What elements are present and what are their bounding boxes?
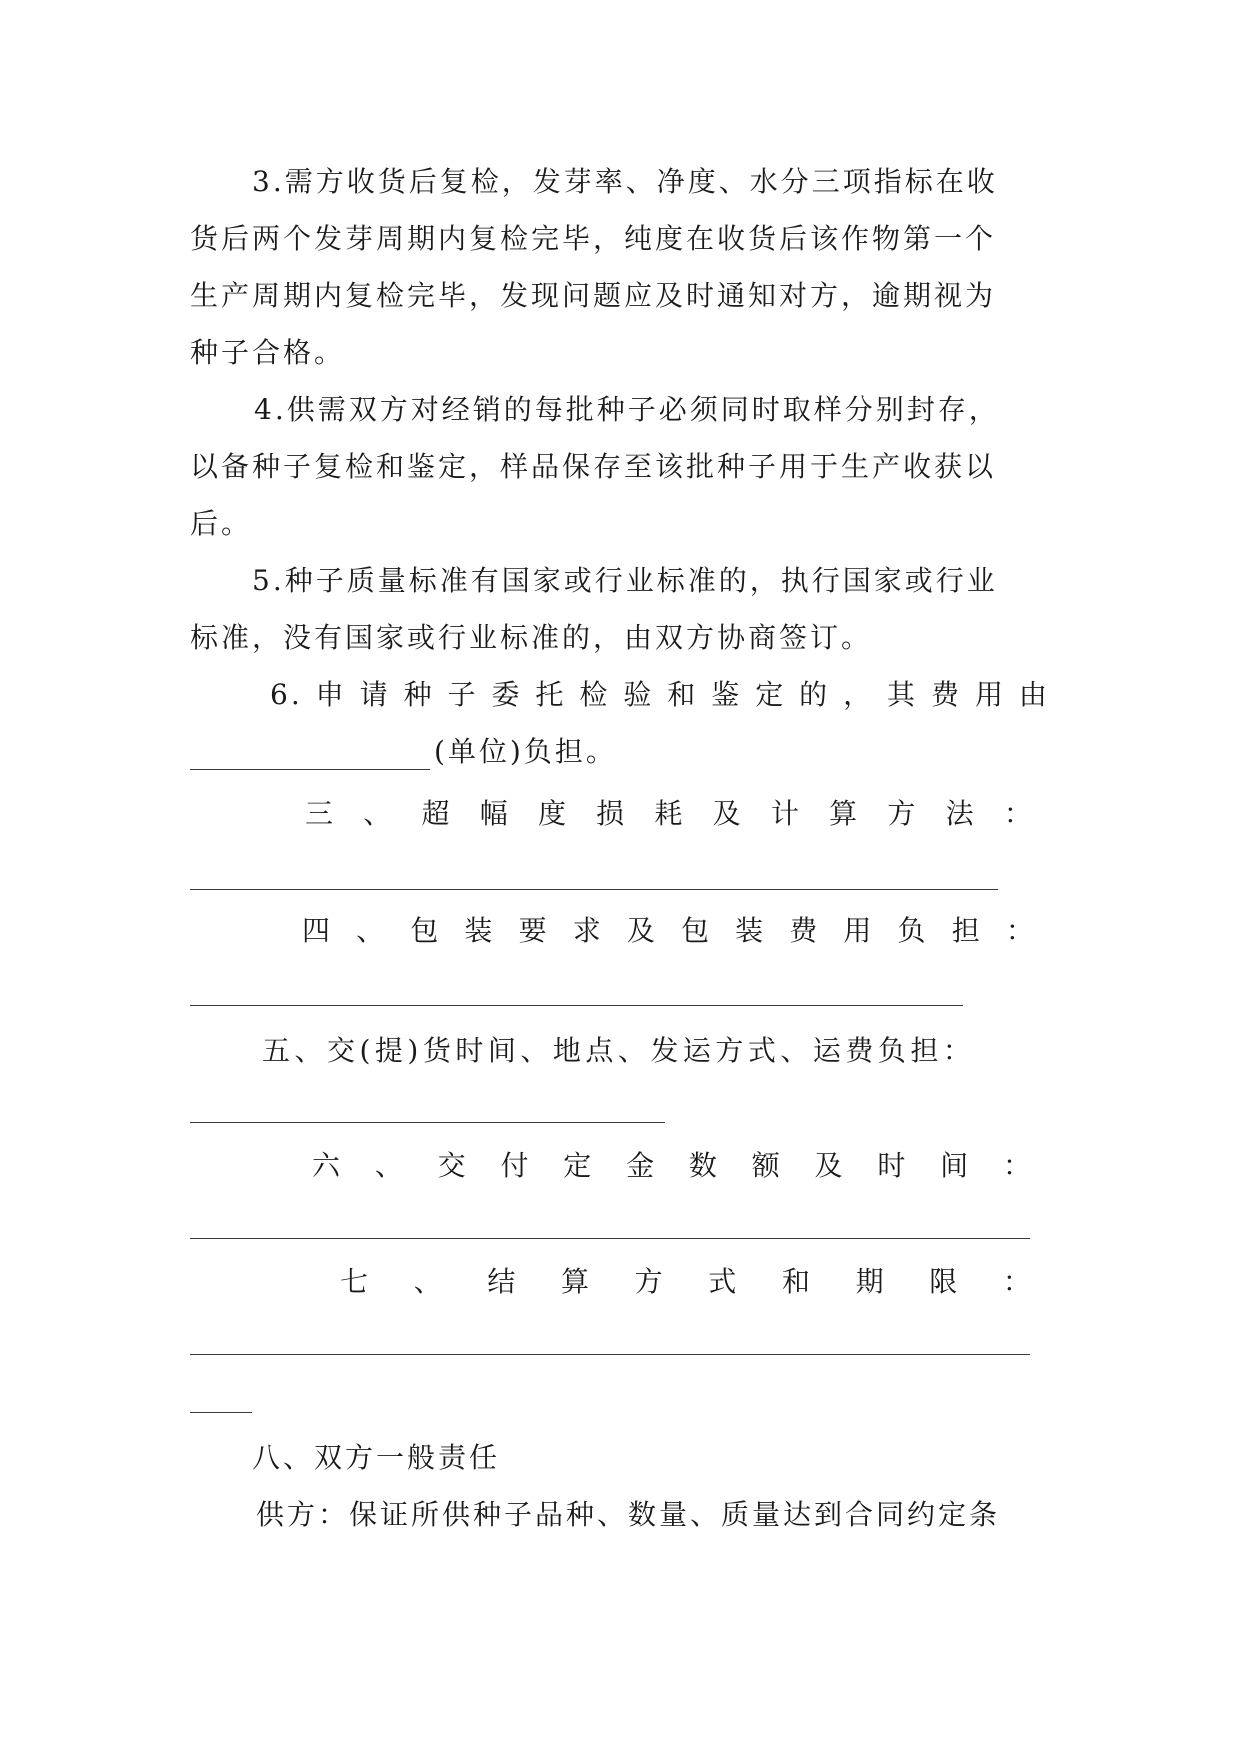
blank-line-section-7-a[interactable] — [190, 1354, 1030, 1355]
section-8-line-1: 供方：保证所供种子品种、数量、质量达到合同约定条 — [256, 1498, 1001, 1531]
para-5-line-2: 标准，没有国家或行业标准的，由双方协商签订。 — [190, 621, 873, 654]
para-6-line-1: 6. 申 请 种 子 委 托 检 验 和 鉴 定 的 ， 其 费 用 由 — [270, 678, 1050, 711]
para-4-line-1: 4.供需双方对经销的每批种子必须同时取样分别封存， — [254, 393, 1000, 426]
blank-line-section-4[interactable] — [190, 1005, 963, 1006]
para-4-line-2: 以备种子复检和鉴定，样品保存至该批种子用于生产收获以 — [190, 450, 997, 483]
para-3-line-4: 种子合格。 — [190, 336, 346, 369]
para-5-line-1: 5.种子质量标准有国家或行业标准的，执行国家或行业 — [252, 564, 998, 597]
para-3-line-1: 3.需方收货后复检，发芽率、净度、水分三项指标在收 — [252, 165, 998, 198]
para-6-line-2: (单位)负担。 — [190, 734, 1050, 770]
blank-line-section-5[interactable] — [190, 1122, 665, 1123]
section-4-heading: 四 、 包 装 要 求 及 包 装 费 用 负 担 ： — [302, 914, 1037, 947]
section-5-heading: 五、交(提)货时间、地点、发运方式、运费负担： — [262, 1034, 976, 1067]
section-8-heading: 八、双方一般责任 — [252, 1441, 501, 1474]
section-7-heading: 七 、 结 算 方 式 和 期 限 ： — [340, 1265, 1034, 1298]
fill-in-blank[interactable] — [190, 739, 430, 770]
blank-line-section-3[interactable] — [190, 889, 998, 890]
para-3-line-3: 生产周期内复检完毕，发现问题应及时通知对方，逾期视为 — [190, 279, 997, 312]
blank-line-section-6[interactable] — [190, 1238, 1030, 1239]
para-4-line-3: 后。 — [190, 507, 253, 540]
section-3-heading: 三 、 超 幅 度 损 耗 及 计 算 方 法 ： — [305, 797, 1035, 830]
section-6-heading: 六 、 交 付 定 金 数 额 及 时 间 ： — [312, 1149, 1034, 1182]
para-3-line-2: 货后两个发芽周期内复检完毕，纯度在收货后该作物第一个 — [190, 222, 997, 255]
blank-line-section-7-b[interactable] — [190, 1412, 252, 1413]
